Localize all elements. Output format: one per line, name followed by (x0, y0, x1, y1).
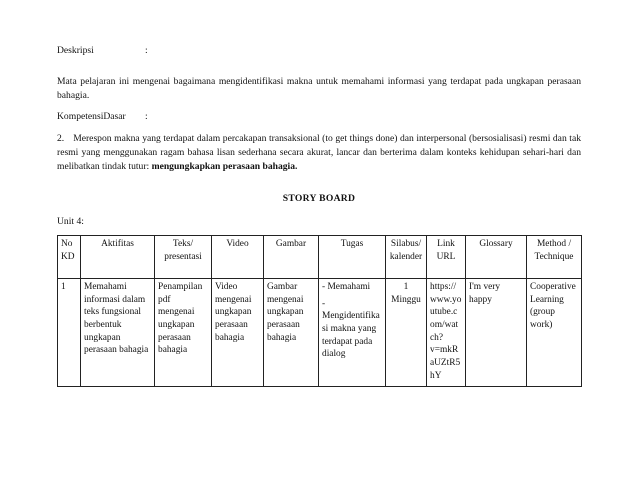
cell-silabus: 1 Minggu (386, 279, 427, 387)
cell-gambar: Gambar mengenai ungkapan perasaan bahagia (264, 279, 319, 387)
header-tugas: Tugas (319, 236, 386, 279)
header-silabus: Silabus/ kalender (386, 236, 427, 279)
header-gambar: Gambar (264, 236, 319, 279)
header-video: Video (212, 236, 264, 279)
cell-glossary: I'm very happy (466, 279, 527, 387)
header-no-kd: No KD (58, 236, 81, 279)
deskripsi-colon: : (145, 45, 148, 56)
header-glossary: Glossary (466, 236, 527, 279)
story-board-table (57, 235, 582, 387)
table-row (58, 279, 582, 387)
deskripsi-row (57, 44, 148, 58)
table-header-row (58, 236, 582, 279)
tugas-list (322, 281, 382, 361)
kompetensi-colon: : (145, 111, 148, 122)
cell-teks: Penampilan pdf mengenai ungkapan perasaan bahagia (155, 279, 212, 387)
cell-link[interactable]: https://www.youtube.com/watch?v=mkRaUZtR5hY (427, 279, 466, 387)
kompetensi-label: KompetensiDasar (57, 111, 126, 122)
deskripsi-text: Mata pelajaran ini mengenai bagaimana mengidentifikasi makna untuk memahami informasi yang terdapat pada ungkapan perasaan bahagia. (57, 76, 581, 101)
deskripsi-label: Deskripsi (57, 45, 94, 56)
header-aktifitas: Aktifitas (81, 236, 155, 279)
header-method: Method / Technique (527, 236, 582, 279)
cell-tugas (319, 279, 386, 387)
tugas-item: - Memahami (322, 282, 371, 292)
cell-method: Cooperative Learning (group work) (527, 279, 582, 387)
kompetensi-text-emph: mengungkapkan perasaan bahagia. (151, 160, 298, 172)
header-teks: Teks/ presentasi (155, 236, 212, 279)
cell-aktifitas: Memahami informasi dalam teks fungsional berbentuk ungkapan perasaan bahagia (81, 279, 155, 387)
unit-label: Unit 4: (57, 216, 84, 227)
page-title: STORY BOARD (282, 193, 356, 204)
kompetensi-number: 2. (57, 133, 65, 144)
cell-video: Video mengenai ungkapan perasaan bahagia (212, 279, 264, 387)
tugas-item: - Mengidentifikasi makna yang terdapat pada dialog (322, 298, 380, 360)
cell-no: 1 (58, 279, 81, 387)
header-link: Link URL (427, 236, 466, 279)
kompetensi-text-main: Merespon makna yang terdapat dalam percakapan transaksional (to get things done) dan interpersonal (bersosialisasi) resmi dan tak resmi yang menggunakan ragam bahasa lisan sederhana secara akurat, lancar dan berterima dalam konteks kehidupan sehari-hari dan melibatkan tindak tutur: (57, 133, 581, 172)
kompetensi-text (57, 132, 581, 174)
kompetensi-row (57, 110, 148, 124)
